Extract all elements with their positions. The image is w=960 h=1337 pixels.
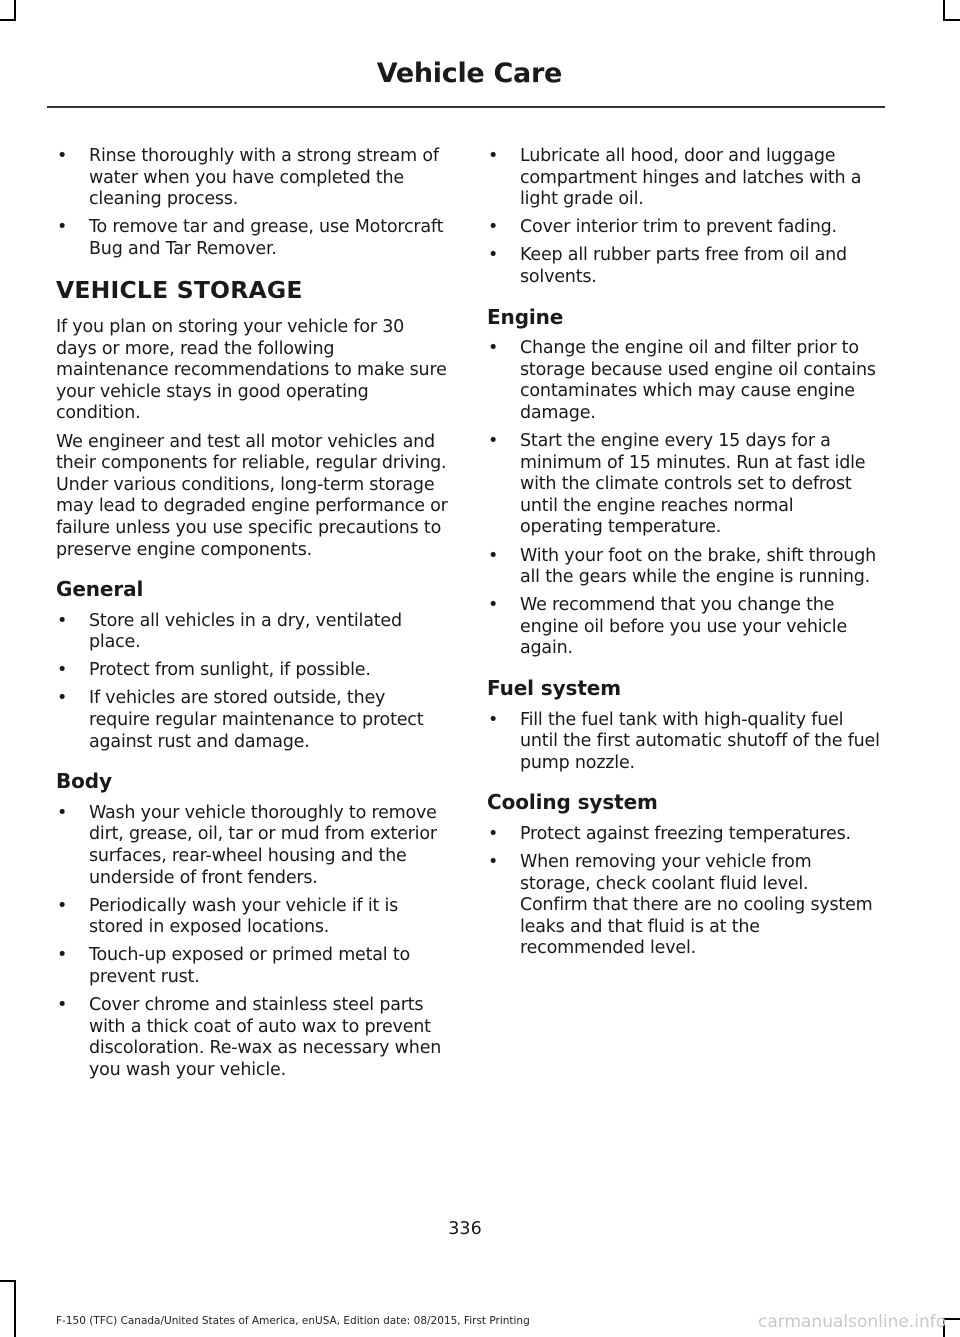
crop-mark	[0, 1280, 16, 1282]
bullet-icon: •	[488, 217, 499, 238]
list-item: • When removing your vehicle from storage, check coolant fluid level. Confirm that there are no cooling system leaks and that fluid is at the recommended level.	[488, 852, 873, 959]
crop-mark	[943, 19, 960, 21]
left-column	[56, 146, 448, 1088]
fuel-bullet-list	[487, 710, 881, 775]
section-title: VEHICLE STORAGE	[56, 276, 303, 305]
bullet-icon: •	[488, 823, 499, 844]
list-item: • We recommend that you change the engine oil before you use your vehicle again.	[488, 595, 848, 659]
watermark: carmanualsonline.info	[758, 1312, 947, 1332]
crop-mark	[943, 0, 945, 20]
list-item: • Wash your vehicle thoroughly to remove dirt, grease, oil, tar or mud from exterior surfaces, rear-wheel housing and the underside of front fenders.	[57, 802, 437, 888]
bullet-icon: •	[488, 245, 499, 266]
edition-footer: F-150 (TFC) Canada/United States of America, enUSA, Edition date: 08/2015, First Printing	[56, 1315, 530, 1327]
list-item: • Keep all rubber parts free from oil and solvents.	[488, 245, 847, 287]
intro-bullet-list	[56, 146, 448, 260]
bullet-icon: •	[57, 945, 68, 966]
paragraph: We engineer and test all motor vehicles and their components for reliable, regular driving. Under various conditions, long-term storage may lead to degraded engine performance or failure unless you use specific precautions to preserve engine components.	[56, 431, 448, 560]
list-item: • Rinse thoroughly with a strong stream of water when you have completed the cleaning process.	[57, 146, 439, 210]
list-item: • Touch-up exposed or primed metal to prevent rust.	[57, 945, 410, 987]
bullet-icon: •	[488, 595, 499, 616]
right-column	[487, 146, 881, 967]
page-header-title: Vehicle Care	[376, 58, 562, 89]
list-item: • With your foot on the brake, shift through all the gears while the engine is running.	[488, 545, 876, 588]
bullet-icon: •	[488, 431, 499, 452]
list-item: • Lubricate all hood, door and luggage compartment hinges and latches with a light grade oil.	[488, 146, 862, 210]
bullet-icon: •	[57, 688, 68, 709]
page-number: 336	[448, 1219, 482, 1239]
body-bullet-list	[56, 803, 448, 1082]
bullet-icon: •	[488, 852, 499, 873]
bullet-icon: •	[488, 338, 499, 359]
subheading-engine: Engine	[487, 304, 564, 329]
bullet-icon: •	[57, 995, 68, 1016]
list-item: • Cover chrome and stainless steel parts with a thick coat of auto wax to prevent discoloration. Re-wax as necessary when you wash your vehicle.	[57, 995, 442, 1080]
bullet-icon: •	[488, 146, 499, 166]
bullet-icon: •	[57, 610, 68, 631]
bullet-icon: •	[488, 709, 499, 730]
subheading-cooling-system: Cooling system	[487, 790, 658, 815]
list-item: • Cover interior trim to prevent fading.	[488, 217, 837, 238]
bullet-icon: •	[57, 217, 68, 238]
list-item: • Protect from sunlight, if possible.	[57, 660, 371, 681]
crop-mark	[14, 1280, 16, 1337]
crop-mark	[14, 0, 16, 20]
bullet-icon: •	[57, 802, 68, 823]
bullet-icon: •	[57, 895, 68, 916]
cooling-bullet-list	[487, 824, 881, 960]
list-item: • Store all vehicles in a dry, ventilated place.	[57, 610, 402, 653]
bullet-icon: •	[57, 660, 68, 681]
list-item: • Periodically wash your vehicle if it is stored in exposed locations.	[57, 895, 399, 938]
paragraph: If you plan on storing your vehicle for 30 days or more, read the following maintenance recommendations to make sure your vehicle stays in good operating condition.	[56, 317, 447, 424]
header-divider	[47, 106, 885, 108]
subheading-body: Body	[56, 769, 112, 794]
list-item: • Protect against freezing temperatures.	[488, 823, 851, 844]
list-item: • Change the engine oil and filter prior to storage because used engine oil contains contaminates which may cause engine damage.	[488, 338, 876, 423]
list-item: • Fill the fuel tank with high-quality fuel until the first automatic shutoff of the fuel pump nozzle.	[488, 709, 880, 773]
bullet-icon: •	[488, 545, 499, 566]
list-item: • To remove tar and grease, use Motorcraft Bug and Tar Remover.	[57, 217, 444, 259]
list-item: • Start the engine every 15 days for a minimum of 15 minutes. Run at fast idle with the climate controls set to defrost until the engine reaches normal operating temperature.	[488, 431, 866, 538]
list-item: • If vehicles are stored outside, they require regular maintenance to protect against rust and damage.	[57, 688, 424, 752]
bullet-icon: •	[57, 146, 68, 166]
general-bullet-list	[56, 611, 448, 754]
engine-bullet-list	[487, 338, 881, 660]
body-continued-bullet-list	[487, 146, 881, 289]
subheading-general: General	[56, 577, 144, 602]
crop-mark	[0, 19, 16, 21]
subheading-fuel-system: Fuel system	[487, 675, 621, 700]
